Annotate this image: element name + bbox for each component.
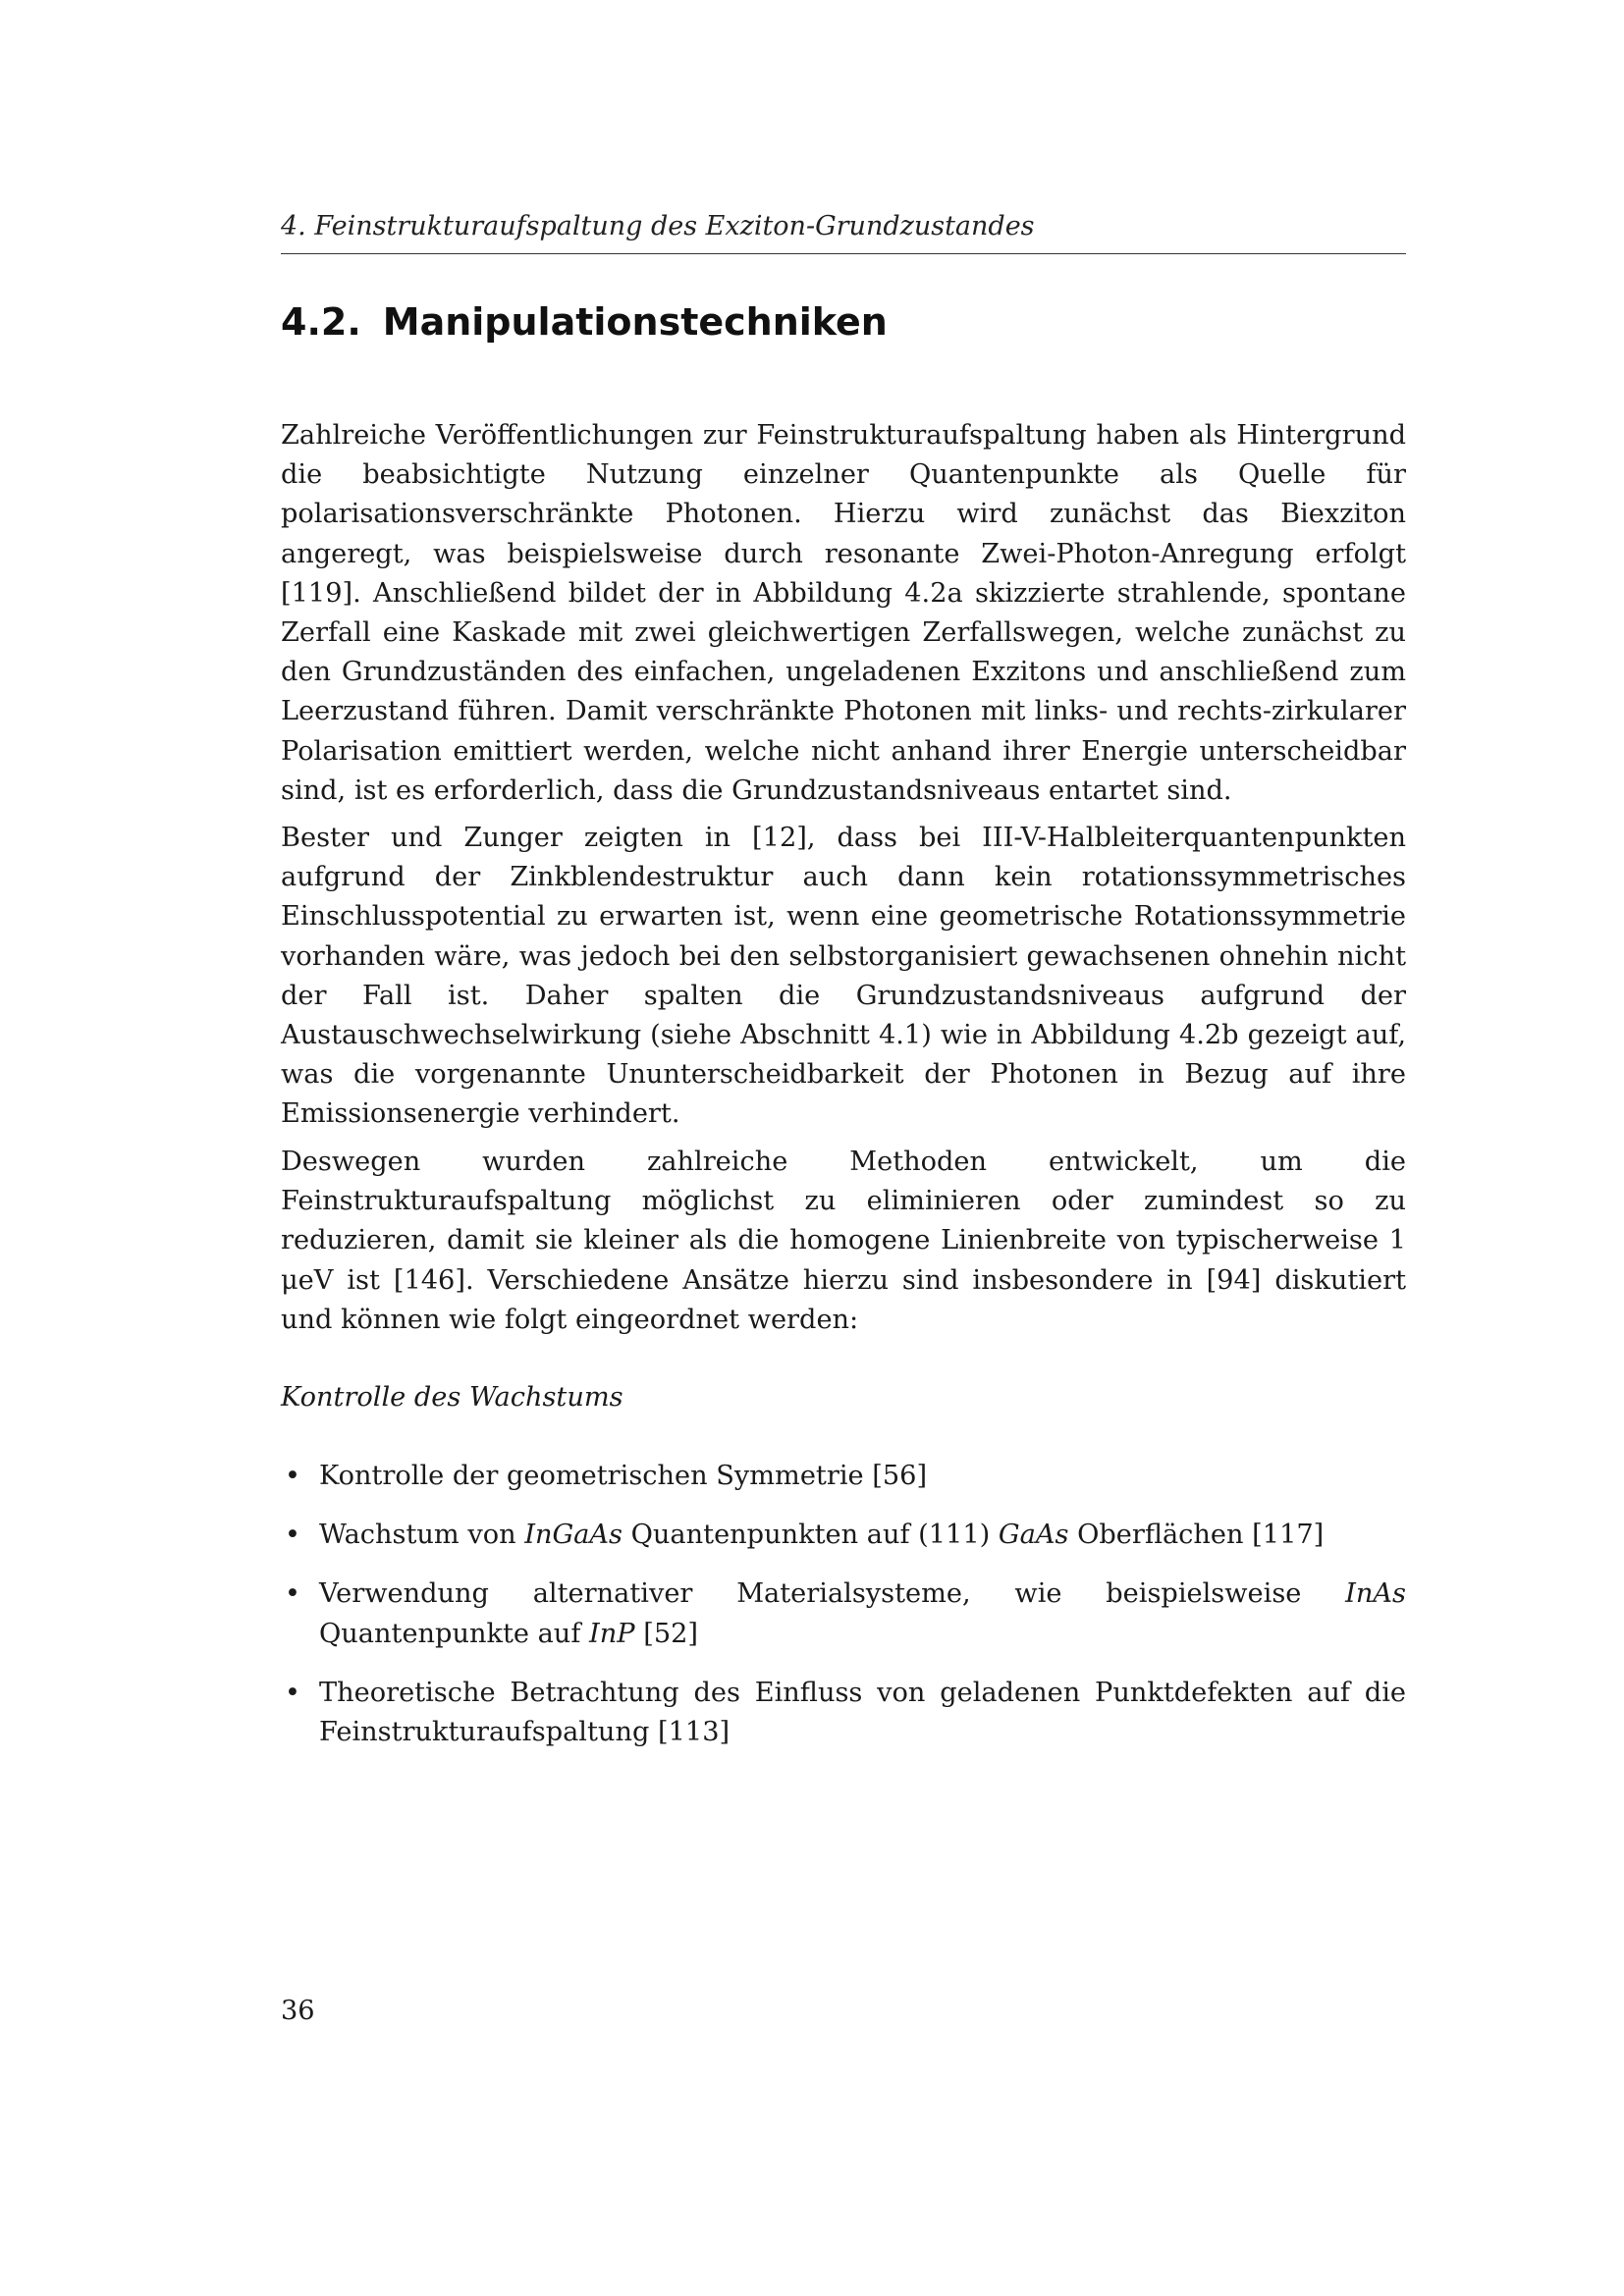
math-term: InAs: [1345, 1578, 1406, 1610]
section-title: [281, 298, 1406, 346]
running-header: 4. Feinstrukturaufspaltung des Exziton-Grundzustandes: [281, 211, 1035, 241]
section-number: 4.2.: [281, 300, 361, 344]
list-item: [281, 1575, 1406, 1653]
list-item-text: Theoretische Betrachtung des Einfluss von geladenen Punktdefekten auf die Feinstrukturaufspaltung [113]: [319, 1677, 1406, 1748]
text-run: Wachstum von: [319, 1520, 525, 1551]
list-item: [281, 1674, 1406, 1752]
list-item: [281, 1457, 1406, 1496]
header-rule: [281, 253, 1406, 254]
paragraph-3: Deswegen wurden zahlreiche Methoden entwickelt, um die Feinstrukturaufspaltung möglichst zu eliminieren oder zumindest so zu reduzieren, damit sie kleiner als die homogene Linienbreite von typischerweise 1 μeV ist [146]. Verschiedene Ansätze hierzu sind insbesondere in [94] diskutiert und können wie folgt eingeordnet werden:: [281, 1147, 1406, 1335]
text-run: [52]: [634, 1618, 699, 1649]
bullet-list: [281, 1457, 1406, 1772]
page-number: 36: [281, 1996, 315, 2026]
paragraph-2: Bester und Zunger zeigten in [12], dass bei III-V-Halbleiterquantenpunkten aufgrund der Zinkblendestruktur auch dann kein rotationssymmetrisches Einschlusspotential zu erwarten ist, wenn eine geometrische Rotationssymmetrie vorhanden wäre, was jedoch bei den selbstorganisiert gewachsenen ohnehin nicht der Fall ist. Daher spalten die Grundzustandsniveaus aufgrund der Austauschwechselwirkung (siehe Abschnitt 4.1) wie in Abbildung 4.2b gezeigt auf, was die vorgenannte Ununterscheidbarkeit der Photonen in Bezug auf ihre Emissionsenergie verhindert.: [281, 823, 1406, 1130]
list-item: [281, 1516, 1406, 1555]
bullet-icon: •: [285, 1520, 300, 1551]
text-run: Verwendung alternativer Materialsysteme, wie beispielsweise: [319, 1578, 1346, 1610]
subsection-heading: Kontrolle des Wachstums: [281, 1382, 623, 1413]
paragraph-1: Zahlreiche Veröffentlichungen zur Feinstrukturaufspaltung haben als Hintergrund die beabsichtigte Nutzung einzelner Quantenpunkte als Quelle für polarisationsverschränkte Photonen. Hierzu wird zunächst das Biexziton angeregt, was beispielsweise durch resonante Zwei-Photon-Anregung erfolgt [119]. Anschließend bildet der in Abbildung 4.2a skizzierte strahlende, spontane Zerfall eine Kaskade mit zwei gleichwertigen Zerfallswegen, welche zunächst zu den Grundzuständen des einfachen, ungeladenen Exzitons und anschließend zum Leerzustand führen. Damit verschränkte Photonen mit links- und rechts-zirkularer Polarisation emittiert werden, welche nicht anhand ihrer Energie unterscheidbar sind, ist es erforderlich, dass die Grundzustandsniveaus entartet sind.: [281, 420, 1406, 806]
list-item-text: Kontrolle der geometrischen Symmetrie [56]: [319, 1461, 928, 1491]
bullet-icon: •: [285, 1461, 300, 1491]
list-item-text: [319, 1520, 1324, 1550]
text-run: Oberflächen [117]: [1068, 1520, 1325, 1551]
text-run: Quantenpunkten auf (111): [622, 1520, 999, 1551]
math-term: InP: [589, 1618, 635, 1649]
bullet-icon: •: [285, 1578, 300, 1610]
bullet-icon: •: [285, 1677, 300, 1708]
math-term: InGaAs: [524, 1520, 623, 1551]
math-term: GaAs: [998, 1520, 1069, 1551]
list-item-text: [319, 1578, 1406, 1648]
text-run: Quantenpunkte auf: [319, 1618, 590, 1649]
section-title-text: Manipulationstechniken: [382, 300, 888, 344]
